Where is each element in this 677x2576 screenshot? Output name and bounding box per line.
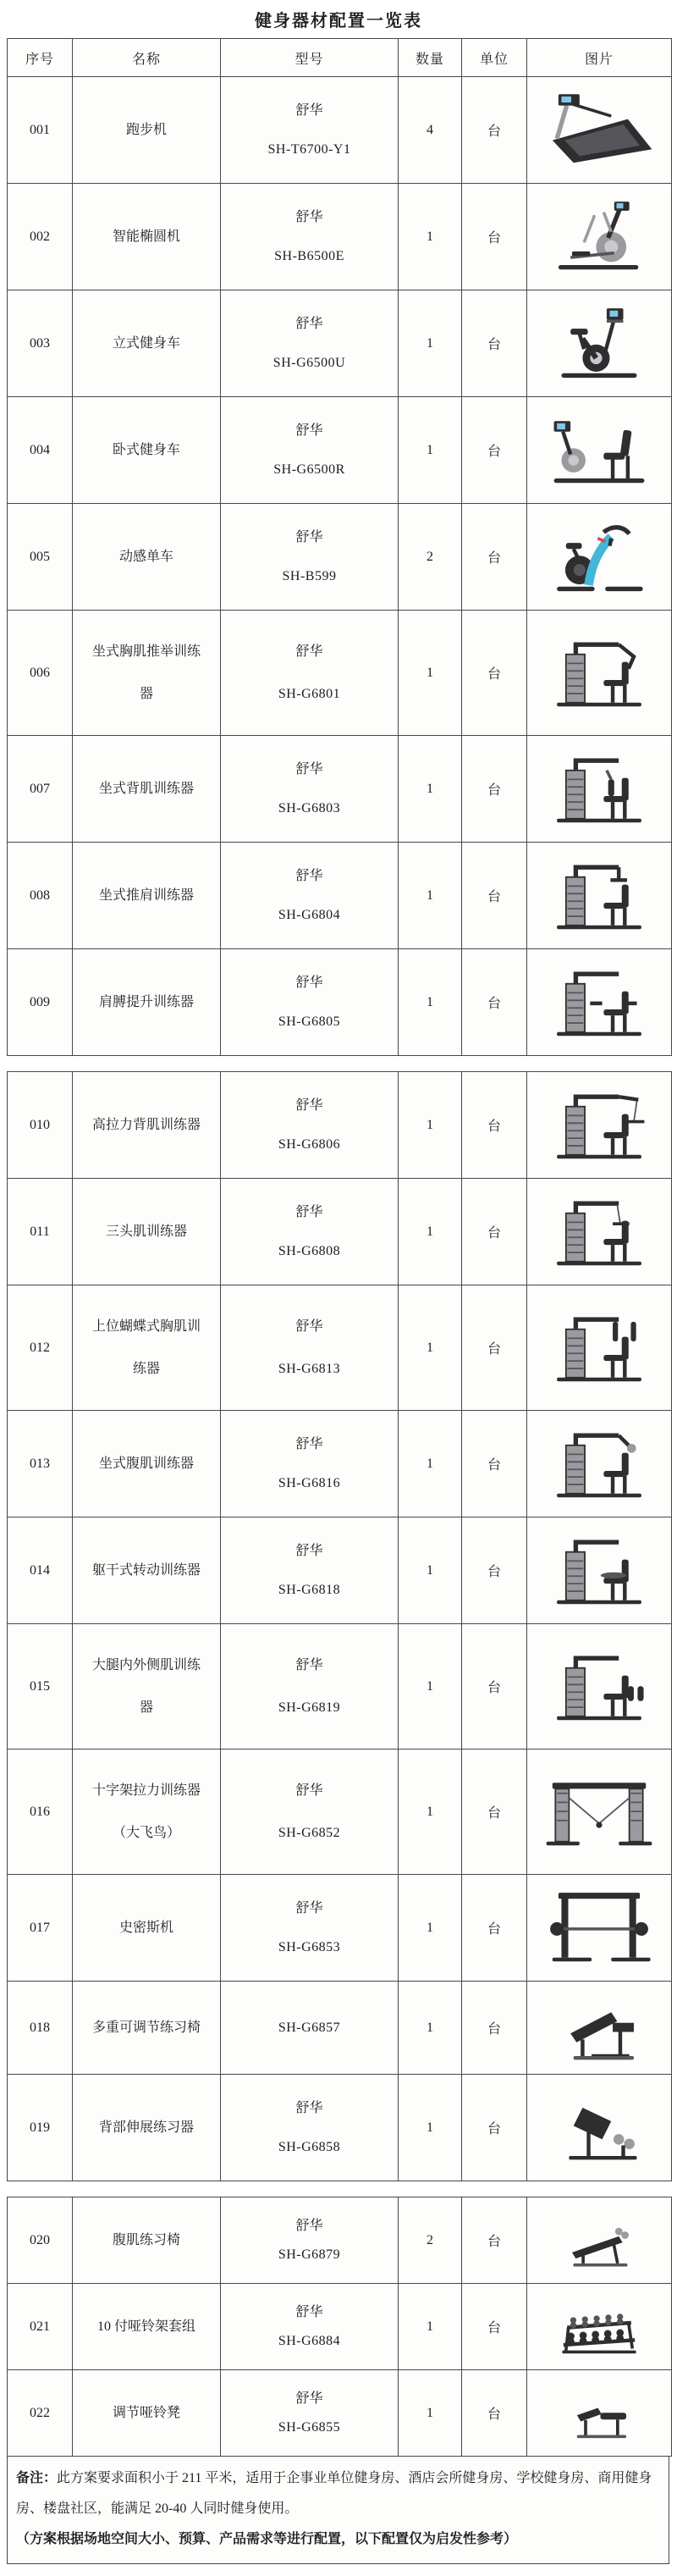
product-image-cell (527, 290, 672, 397)
equipment-table-section-1 (7, 38, 672, 1056)
product-image-cell (527, 843, 672, 949)
unit: 台 (462, 1517, 527, 1624)
lat-pulldown-machine-icon (536, 1084, 663, 1167)
unit: 台 (462, 184, 527, 290)
quantity: 1 (399, 1179, 462, 1285)
quantity: 1 (399, 2370, 462, 2457)
quantity: 2 (399, 504, 462, 611)
row-number: 016 (8, 1750, 73, 1875)
header-unit: 单位 (462, 39, 527, 77)
row-number: 003 (8, 290, 73, 397)
back-extension-icon (536, 2087, 663, 2170)
unit: 台 (462, 2370, 527, 2457)
equipment-name: 坐式腹肌训练器 (73, 1411, 221, 1517)
unit: 台 (462, 1411, 527, 1517)
table-row (8, 2370, 672, 2457)
row-number: 017 (8, 1875, 73, 1982)
quantity: 1 (399, 1517, 462, 1624)
header-qty: 数量 (399, 39, 462, 77)
brand-name: 舒华 (295, 1319, 323, 1335)
quantity: 1 (399, 1285, 462, 1411)
row-number: 013 (8, 1411, 73, 1517)
product-image-cell (527, 1411, 672, 1517)
unit: 台 (462, 843, 527, 949)
equipment-name: 三头肌训练器 (73, 1179, 221, 1285)
model-cell (221, 77, 399, 184)
brand-name: 舒华 (295, 976, 323, 991)
quantity: 1 (399, 1411, 462, 1517)
model-code: SH-G6857 (278, 2020, 341, 2035)
ab-crunch-machine-icon (536, 1423, 663, 1506)
model-cell (221, 1982, 399, 2075)
brand-name: 舒华 (295, 762, 323, 777)
model-cell (221, 2075, 399, 2181)
brand-name: 舒华 (295, 530, 323, 545)
row-number: 011 (8, 1179, 73, 1285)
equipment-name: 史密斯机 (73, 1875, 221, 1982)
quantity: 1 (399, 290, 462, 397)
upright-bike-icon (536, 302, 663, 385)
model-cell (221, 1624, 399, 1750)
equipment-name: 动感单车 (73, 504, 221, 611)
shoulder-lift-machine-icon (536, 961, 663, 1044)
brand-name: 舒华 (295, 2391, 323, 2407)
brand-name: 舒华 (295, 2305, 323, 2320)
table-row (8, 1517, 672, 1624)
quantity: 1 (399, 1982, 462, 2075)
model-cell (221, 1411, 399, 1517)
unit: 台 (462, 1875, 527, 1982)
model-cell (221, 504, 399, 611)
row-number: 005 (8, 504, 73, 611)
table-row (8, 1285, 672, 1411)
equipment-name: 十字架拉力训练器 （大飞鸟） (73, 1750, 221, 1875)
unit: 台 (462, 504, 527, 611)
row-number: 014 (8, 1517, 73, 1624)
brand-name: 舒华 (295, 317, 323, 332)
header-row (8, 39, 672, 77)
table-row (8, 290, 672, 397)
model-code: SH-T6700-Y1 (267, 141, 351, 157)
unit: 台 (462, 1982, 527, 2075)
equipment-name: 立式健身车 (73, 290, 221, 397)
model-cell (221, 184, 399, 290)
product-image-cell (527, 949, 672, 1056)
row-number: 004 (8, 397, 73, 504)
equipment-name: 上位蝴蝶式胸肌训 练器 (73, 1285, 221, 1411)
elliptical-icon (536, 196, 663, 279)
equipment-name: 大腿内外侧肌训练 器 (73, 1624, 221, 1750)
table-row (8, 504, 672, 611)
table-row (8, 397, 672, 504)
pec-fly-machine-icon (536, 1307, 663, 1390)
model-cell (221, 1875, 399, 1982)
equipment-table-section-2 (7, 1071, 672, 2181)
adjustable-bench-icon (536, 1987, 663, 2070)
product-image-cell (527, 611, 672, 736)
equipment-name: 躯干式转动训练器 (73, 1517, 221, 1624)
brand-name: 舒华 (295, 869, 323, 884)
cable-crossover-icon (536, 1771, 663, 1854)
model-code: SH-G6801 (278, 686, 341, 701)
equipment-name: 跑步机 (73, 77, 221, 184)
product-image-cell (527, 184, 672, 290)
model-cell (221, 736, 399, 843)
row-number: 012 (8, 1285, 73, 1411)
equipment-name: 腹肌练习椅 (73, 2197, 221, 2284)
table-row (8, 184, 672, 290)
equipment-name: 背部伸展练习器 (73, 2075, 221, 2181)
quantity: 1 (399, 1750, 462, 1875)
product-image-cell (527, 397, 672, 504)
product-image-cell (527, 1517, 672, 1624)
model-cell (221, 1179, 399, 1285)
row-number: 007 (8, 736, 73, 843)
equipment-name: 坐式胸肌推举训练 器 (73, 611, 221, 736)
model-cell (221, 290, 399, 397)
unit: 台 (462, 1072, 527, 1179)
unit: 台 (462, 77, 527, 184)
row-number: 020 (8, 2197, 73, 2284)
triceps-machine-icon (536, 1191, 663, 1274)
model-code: SH-G6884 (278, 2333, 341, 2348)
product-image-cell (527, 2075, 672, 2181)
dumbbell-bench-icon (536, 2380, 663, 2447)
smith-machine-icon (536, 1887, 663, 1970)
brand-name: 舒华 (295, 1544, 323, 1559)
table-row (8, 843, 672, 949)
brand-name: 舒华 (295, 2219, 323, 2234)
ab-bench-icon (536, 2207, 663, 2275)
model-code: SH-B599 (282, 568, 337, 583)
quantity: 1 (399, 949, 462, 1056)
back-row-machine-icon (536, 748, 663, 831)
quantity: 2 (399, 2197, 462, 2284)
product-image-cell (527, 1624, 672, 1750)
model-code: SH-B6500E (274, 248, 344, 263)
row-number: 021 (8, 2284, 73, 2370)
model-code: SH-G6816 (278, 1475, 341, 1490)
unit: 台 (462, 949, 527, 1056)
model-code: SH-G6804 (278, 907, 341, 922)
dumbbell-rack-icon (536, 2293, 663, 2361)
quantity: 1 (399, 1624, 462, 1750)
product-image-cell (527, 1982, 672, 2075)
page-bottom-space (0, 2564, 677, 2576)
page-title: 健身器材配置一览表 (255, 12, 422, 30)
chest-press-machine-icon (536, 632, 663, 715)
product-image-cell (527, 1750, 672, 1875)
unit: 台 (462, 2075, 527, 2181)
unit: 台 (462, 611, 527, 736)
torso-rotation-machine-icon (536, 1529, 663, 1612)
notes-label: 备注： (16, 2471, 58, 2485)
model-code: SH-G6806 (278, 1136, 341, 1152)
brand-name: 舒华 (295, 1658, 323, 1673)
model-code: SH-G6853 (278, 1939, 341, 1954)
equipment-name: 卧式健身车 (73, 397, 221, 504)
brand-name: 舒华 (295, 1901, 323, 1916)
table-row (8, 1624, 672, 1750)
unit: 台 (462, 2197, 527, 2284)
quantity: 1 (399, 611, 462, 736)
row-number: 001 (8, 77, 73, 184)
product-image-cell (527, 1285, 672, 1411)
row-number: 019 (8, 2075, 73, 2181)
row-number: 015 (8, 1624, 73, 1750)
model-cell (221, 1285, 399, 1411)
equipment-name: 调节哑铃凳 (73, 2370, 221, 2457)
table-row (8, 1179, 672, 1285)
quantity: 1 (399, 397, 462, 504)
quantity: 1 (399, 1072, 462, 1179)
unit: 台 (462, 1750, 527, 1875)
table-row (8, 611, 672, 736)
product-image-cell (527, 2197, 672, 2284)
model-code: SH-G6819 (278, 1700, 341, 1715)
table-row (8, 736, 672, 843)
thigh-adductor-machine-icon (536, 1645, 663, 1728)
row-number: 006 (8, 611, 73, 736)
table-row (8, 949, 672, 1056)
equipment-tables (0, 38, 677, 2457)
brand-name: 舒华 (295, 644, 323, 660)
equipment-name: 智能椭圆机 (73, 184, 221, 290)
quantity: 1 (399, 1875, 462, 1982)
model-code: SH-G6858 (278, 2139, 341, 2154)
table-row (8, 2197, 672, 2284)
brand-name: 舒华 (295, 1205, 323, 1220)
model-code: SH-G6500R (273, 462, 345, 477)
model-code: SH-G6805 (278, 1014, 341, 1029)
product-image-cell (527, 2370, 672, 2457)
model-cell (221, 2370, 399, 2457)
quantity: 4 (399, 77, 462, 184)
header-model: 型号 (221, 39, 399, 77)
product-image-cell (527, 504, 672, 611)
brand-name: 舒华 (295, 2101, 323, 2116)
row-number: 022 (8, 2370, 73, 2457)
spin-bike-icon (536, 516, 663, 599)
quantity: 1 (399, 2075, 462, 2181)
brand-name: 舒华 (295, 1098, 323, 1114)
table-row (8, 1982, 672, 2075)
header-no: 序号 (8, 39, 73, 77)
table-row (8, 77, 672, 184)
row-number: 009 (8, 949, 73, 1056)
unit: 台 (462, 1624, 527, 1750)
header-name: 名称 (73, 39, 221, 77)
row-number: 018 (8, 1982, 73, 2075)
row-number: 008 (8, 843, 73, 949)
model-cell (221, 611, 399, 736)
model-cell (221, 949, 399, 1056)
unit: 台 (462, 397, 527, 504)
table-row (8, 2284, 672, 2370)
model-code: SH-G6879 (278, 2247, 341, 2262)
model-code: SH-G6803 (278, 800, 341, 815)
quantity: 1 (399, 184, 462, 290)
brand-name: 舒华 (295, 1783, 323, 1799)
unit: 台 (462, 1179, 527, 1285)
model-cell (221, 1750, 399, 1875)
model-code: SH-G6818 (278, 1582, 341, 1597)
equipment-name: 坐式背肌训练器 (73, 736, 221, 843)
model-cell (221, 843, 399, 949)
model-cell (221, 1517, 399, 1624)
quantity: 1 (399, 736, 462, 843)
model-cell (221, 1072, 399, 1179)
product-image-cell (527, 2284, 672, 2370)
header-image: 图片 (527, 39, 672, 77)
table-row (8, 1750, 672, 1875)
model-code: SH-G6500U (272, 355, 346, 370)
recumbent-bike-icon (536, 409, 663, 492)
product-image-cell (527, 1072, 672, 1179)
unit: 台 (462, 736, 527, 843)
notes-disclaimer: （方案根据场地空间大小、预算、产品需求等进行配置，以下配置仅为启发性参考） (16, 2532, 518, 2546)
quantity: 1 (399, 843, 462, 949)
model-code: SH-G6813 (278, 1361, 341, 1376)
notes-box (7, 2456, 669, 2564)
unit: 台 (462, 1285, 527, 1411)
table-row (8, 1875, 672, 1982)
shoulder-press-machine-icon (536, 854, 663, 937)
table-row (8, 1072, 672, 1179)
model-cell (221, 2197, 399, 2284)
equipment-table-section-3 (7, 2197, 672, 2457)
equipment-name: 肩膊提升训练器 (73, 949, 221, 1056)
unit: 台 (462, 2284, 527, 2370)
product-image-cell (527, 1875, 672, 1982)
equipment-name: 10 付哑铃架套组 (73, 2284, 221, 2370)
row-number: 010 (8, 1072, 73, 1179)
unit: 台 (462, 290, 527, 397)
model-code: SH-G6852 (278, 1825, 341, 1840)
brand-name: 舒华 (295, 423, 323, 439)
quantity: 1 (399, 2284, 462, 2370)
row-number: 002 (8, 184, 73, 290)
product-image-cell (527, 77, 672, 184)
model-cell (221, 397, 399, 504)
model-code: SH-G6808 (278, 1243, 341, 1258)
brand-name: 舒华 (295, 103, 323, 119)
product-image-cell (527, 736, 672, 843)
treadmill-icon (536, 89, 663, 172)
table-row (8, 1411, 672, 1517)
model-cell (221, 2284, 399, 2370)
product-image-cell (527, 1179, 672, 1285)
notes-text: 此方案要求面积小于 211 平米，适用于企事业单位健身房、酒店会所健身房、学校健身房、商用健身房、楼盘社区，能满足 20-40 人同时健身使用。 (16, 2471, 652, 2516)
equipment-name: 高拉力背肌训练器 (73, 1072, 221, 1179)
notes-paragraph (16, 2463, 658, 2524)
brand-name: 舒华 (295, 210, 323, 225)
table-row (8, 2075, 672, 2181)
equipment-name: 坐式推肩训练器 (73, 843, 221, 949)
equipment-name: 多重可调节练习椅 (73, 1982, 221, 2075)
model-code: SH-G6855 (278, 2419, 341, 2435)
brand-name: 舒华 (295, 1437, 323, 1452)
